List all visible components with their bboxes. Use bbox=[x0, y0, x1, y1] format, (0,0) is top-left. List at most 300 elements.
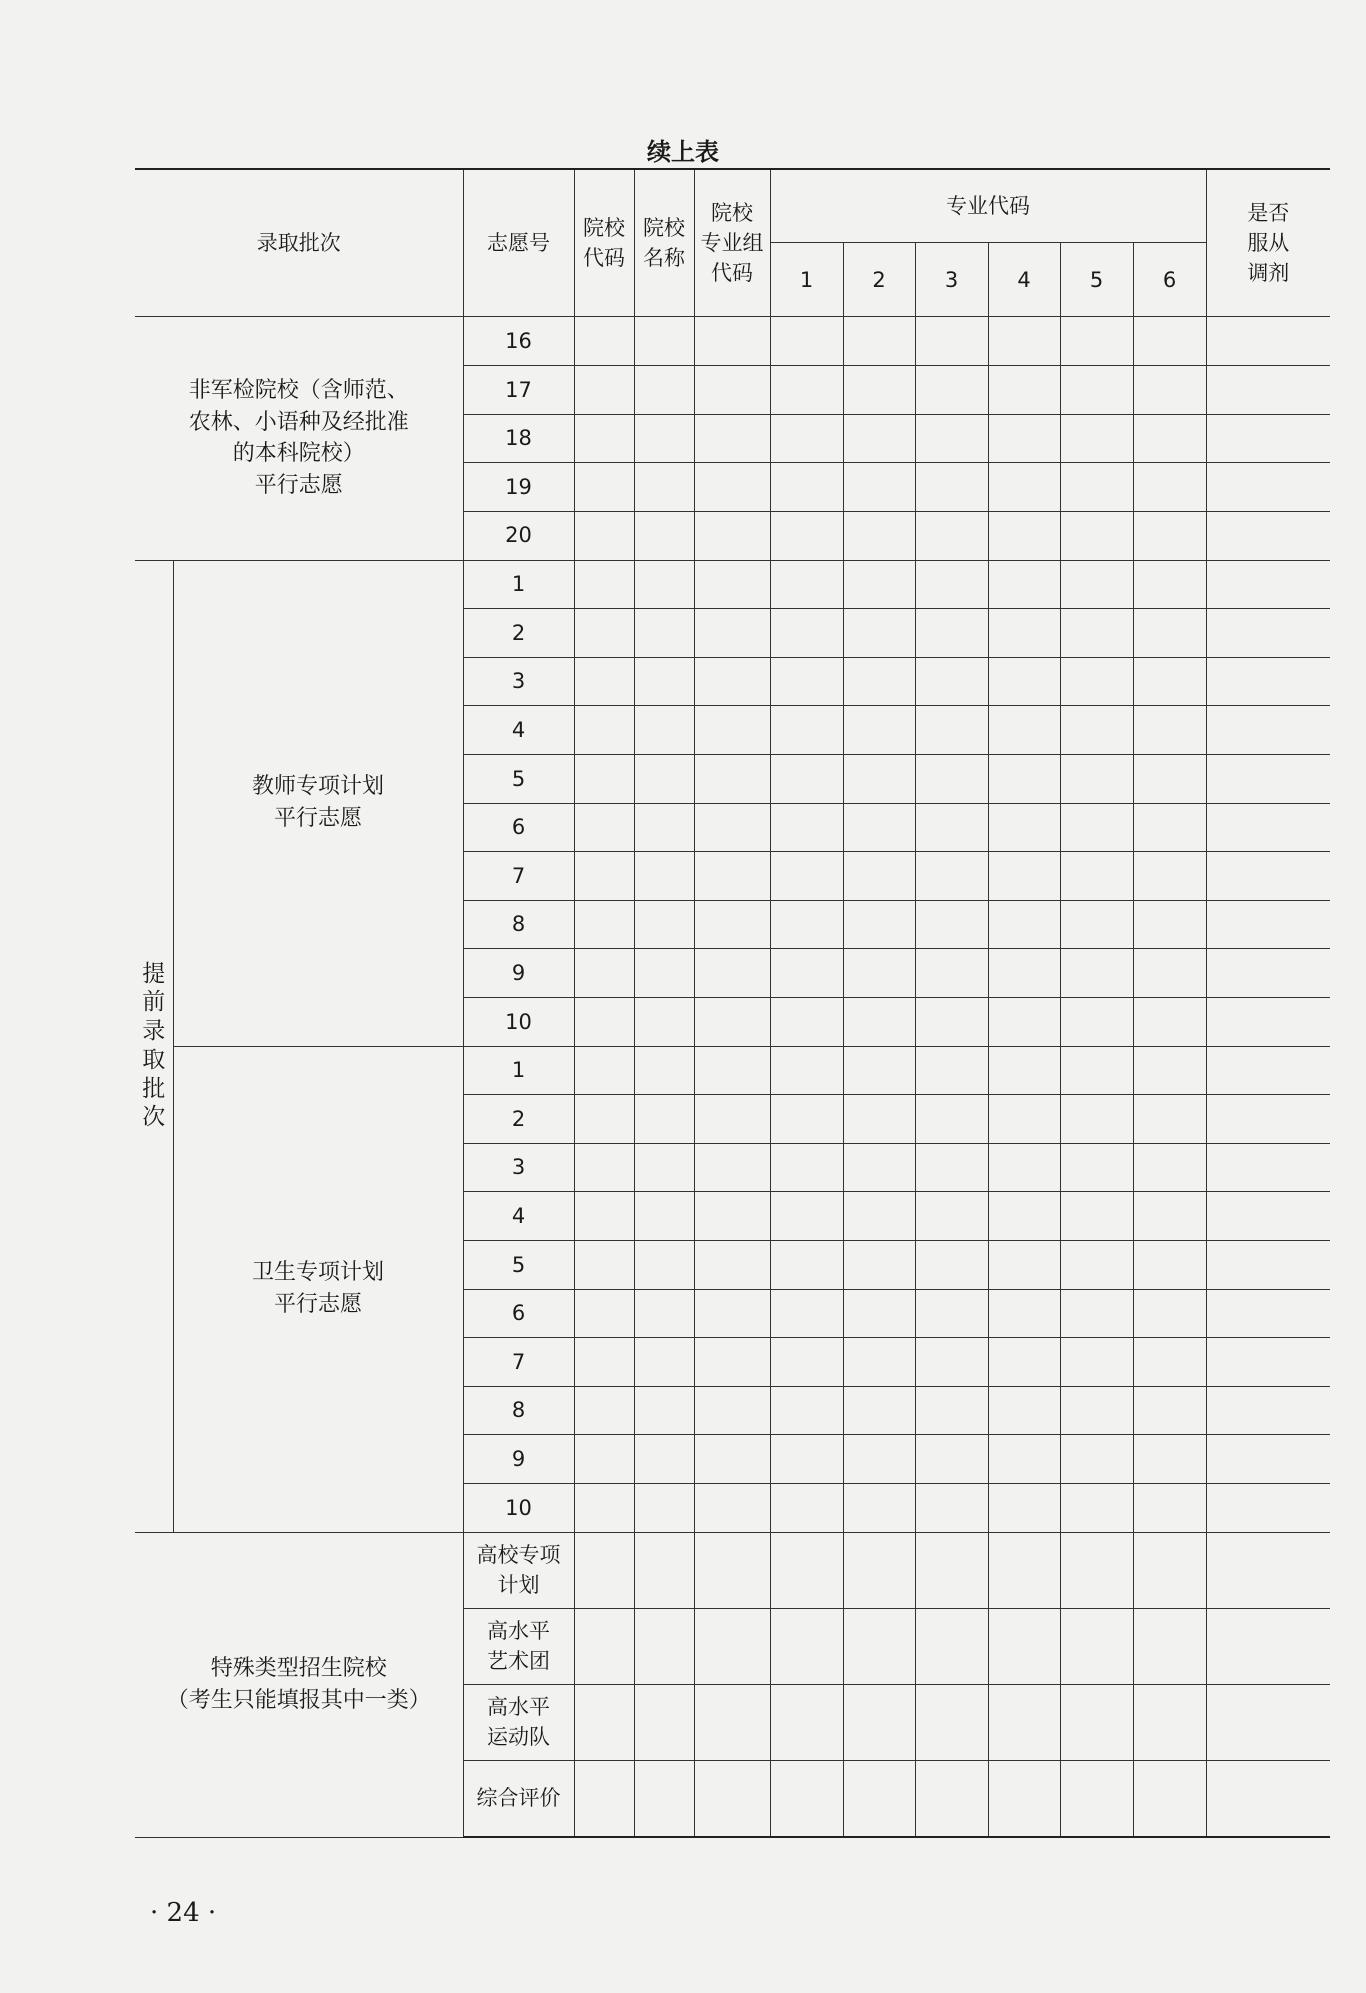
school-code-cell[interactable] bbox=[574, 511, 634, 560]
group-code-cell[interactable] bbox=[694, 1192, 770, 1241]
major-6-cell[interactable] bbox=[1133, 706, 1206, 755]
major-2-cell[interactable] bbox=[843, 1684, 915, 1760]
school-name-cell[interactable] bbox=[634, 560, 694, 609]
school-name-cell[interactable] bbox=[634, 1143, 694, 1192]
major-2-cell[interactable] bbox=[843, 706, 915, 755]
major-4-cell[interactable] bbox=[988, 414, 1060, 463]
header-wish-number: 志愿号 bbox=[463, 169, 574, 317]
group-code-cell[interactable] bbox=[694, 754, 770, 803]
group-code-cell[interactable] bbox=[694, 463, 770, 512]
major-2-cell[interactable] bbox=[843, 1532, 915, 1608]
major-6-cell[interactable] bbox=[1133, 609, 1206, 658]
major-6-cell[interactable] bbox=[1133, 949, 1206, 998]
adjust-cell[interactable] bbox=[1206, 1289, 1330, 1338]
school-code-cell[interactable] bbox=[574, 706, 634, 755]
adjust-cell[interactable] bbox=[1206, 1241, 1330, 1290]
major-3-cell[interactable] bbox=[915, 900, 988, 949]
school-name-cell[interactable] bbox=[634, 463, 694, 512]
major-6-cell[interactable] bbox=[1133, 1435, 1206, 1484]
major-5-cell[interactable] bbox=[1060, 900, 1133, 949]
major-2-cell[interactable] bbox=[843, 1046, 915, 1095]
major-1-cell[interactable] bbox=[770, 1435, 843, 1484]
school-code-cell[interactable] bbox=[574, 317, 634, 366]
major-6-cell[interactable] bbox=[1133, 1046, 1206, 1095]
major-4-cell[interactable] bbox=[988, 1241, 1060, 1290]
major-5-cell[interactable] bbox=[1060, 463, 1133, 512]
major-3-cell[interactable] bbox=[915, 852, 988, 901]
school-name-cell[interactable] bbox=[634, 1684, 694, 1760]
group-code-cell[interactable] bbox=[694, 852, 770, 901]
school-code-cell[interactable] bbox=[574, 803, 634, 852]
group-code-cell[interactable] bbox=[694, 1289, 770, 1338]
major-5-cell[interactable] bbox=[1060, 1760, 1133, 1837]
major-1-cell[interactable] bbox=[770, 609, 843, 658]
major-4-cell[interactable] bbox=[988, 1386, 1060, 1435]
major-1-cell[interactable] bbox=[770, 706, 843, 755]
group-code-cell[interactable] bbox=[694, 657, 770, 706]
major-5-cell[interactable] bbox=[1060, 706, 1133, 755]
header-major-col-3: 3 bbox=[915, 243, 988, 317]
major-3-cell[interactable] bbox=[915, 657, 988, 706]
major-3-cell[interactable] bbox=[915, 511, 988, 560]
school-code-cell[interactable] bbox=[574, 463, 634, 512]
school-code-cell[interactable] bbox=[574, 560, 634, 609]
major-5-cell[interactable] bbox=[1060, 1386, 1133, 1435]
adjust-cell[interactable] bbox=[1206, 1338, 1330, 1387]
wish-number: 8 bbox=[463, 1386, 574, 1435]
school-code-cell[interactable] bbox=[574, 1143, 634, 1192]
adjust-cell[interactable] bbox=[1206, 1046, 1330, 1095]
major-2-cell[interactable] bbox=[843, 803, 915, 852]
school-name-cell[interactable] bbox=[634, 1435, 694, 1484]
major-5-cell[interactable] bbox=[1060, 998, 1133, 1047]
major-6-cell[interactable] bbox=[1133, 366, 1206, 415]
major-3-cell[interactable] bbox=[915, 366, 988, 415]
major-4-cell[interactable] bbox=[988, 1532, 1060, 1608]
school-code-cell[interactable] bbox=[574, 1484, 634, 1533]
school-name-cell[interactable] bbox=[634, 414, 694, 463]
major-4-cell[interactable] bbox=[988, 852, 1060, 901]
header-major-col-1: 1 bbox=[770, 243, 843, 317]
major-5-cell[interactable] bbox=[1060, 1435, 1133, 1484]
major-2-cell[interactable] bbox=[843, 463, 915, 512]
major-4-cell[interactable] bbox=[988, 706, 1060, 755]
major-4-cell[interactable] bbox=[988, 803, 1060, 852]
major-6-cell[interactable] bbox=[1133, 414, 1206, 463]
major-3-cell[interactable] bbox=[915, 754, 988, 803]
school-name-cell[interactable] bbox=[634, 754, 694, 803]
major-4-cell[interactable] bbox=[988, 1608, 1060, 1684]
major-1-cell[interactable] bbox=[770, 1143, 843, 1192]
major-3-cell[interactable] bbox=[915, 1192, 988, 1241]
major-4-cell[interactable] bbox=[988, 511, 1060, 560]
major-6-cell[interactable] bbox=[1133, 1484, 1206, 1533]
major-6-cell[interactable] bbox=[1133, 1143, 1206, 1192]
major-2-cell[interactable] bbox=[843, 414, 915, 463]
adjust-cell[interactable] bbox=[1206, 706, 1330, 755]
school-code-cell[interactable] bbox=[574, 1241, 634, 1290]
wish-number: 9 bbox=[463, 949, 574, 998]
adjust-cell[interactable] bbox=[1206, 1143, 1330, 1192]
school-name-cell[interactable] bbox=[634, 1760, 694, 1837]
group-code-cell[interactable] bbox=[694, 1760, 770, 1837]
adjust-cell[interactable] bbox=[1206, 1192, 1330, 1241]
major-3-cell[interactable] bbox=[915, 998, 988, 1047]
school-code-cell[interactable] bbox=[574, 657, 634, 706]
major-1-cell[interactable] bbox=[770, 1484, 843, 1533]
major-6-cell[interactable] bbox=[1133, 1532, 1206, 1608]
major-1-cell[interactable] bbox=[770, 1241, 843, 1290]
group-code-cell[interactable] bbox=[694, 1095, 770, 1144]
major-3-cell[interactable] bbox=[915, 1484, 988, 1533]
adjust-cell[interactable] bbox=[1206, 414, 1330, 463]
major-6-cell[interactable] bbox=[1133, 657, 1206, 706]
school-code-cell[interactable] bbox=[574, 609, 634, 658]
major-6-cell[interactable] bbox=[1133, 1095, 1206, 1144]
major-6-cell[interactable] bbox=[1133, 1386, 1206, 1435]
major-6-cell[interactable] bbox=[1133, 511, 1206, 560]
major-1-cell[interactable] bbox=[770, 511, 843, 560]
major-1-cell[interactable] bbox=[770, 317, 843, 366]
adjust-cell[interactable] bbox=[1206, 754, 1330, 803]
group-code-cell[interactable] bbox=[694, 1241, 770, 1290]
group-code-cell[interactable] bbox=[694, 1608, 770, 1684]
major-1-cell[interactable] bbox=[770, 900, 843, 949]
school-code-cell[interactable] bbox=[574, 754, 634, 803]
school-name-cell[interactable] bbox=[634, 706, 694, 755]
school-code-cell[interactable] bbox=[574, 900, 634, 949]
major-3-cell[interactable] bbox=[915, 560, 988, 609]
major-5-cell[interactable] bbox=[1060, 317, 1133, 366]
school-name-cell[interactable] bbox=[634, 1095, 694, 1144]
major-4-cell[interactable] bbox=[988, 657, 1060, 706]
major-5-cell[interactable] bbox=[1060, 560, 1133, 609]
major-3-cell[interactable] bbox=[915, 609, 988, 658]
header-adjust: 是否 服从 调剂 bbox=[1206, 169, 1330, 317]
major-3-cell[interactable] bbox=[915, 1684, 988, 1760]
major-5-cell[interactable] bbox=[1060, 852, 1133, 901]
adjust-cell[interactable] bbox=[1206, 1484, 1330, 1533]
group-code-cell[interactable] bbox=[694, 900, 770, 949]
major-1-cell[interactable] bbox=[770, 949, 843, 998]
major-5-cell[interactable] bbox=[1060, 511, 1133, 560]
major-1-cell[interactable] bbox=[770, 366, 843, 415]
major-1-cell[interactable] bbox=[770, 1608, 843, 1684]
adjust-cell[interactable] bbox=[1206, 998, 1330, 1047]
school-code-cell[interactable] bbox=[574, 1386, 634, 1435]
school-code-cell[interactable] bbox=[574, 949, 634, 998]
major-2-cell[interactable] bbox=[843, 1386, 915, 1435]
major-3-cell[interactable] bbox=[915, 414, 988, 463]
major-5-cell[interactable] bbox=[1060, 1143, 1133, 1192]
major-6-cell[interactable] bbox=[1133, 1241, 1206, 1290]
major-5-cell[interactable] bbox=[1060, 1241, 1133, 1290]
major-4-cell[interactable] bbox=[988, 366, 1060, 415]
major-3-cell[interactable] bbox=[915, 317, 988, 366]
group-code-cell[interactable] bbox=[694, 609, 770, 658]
major-5-cell[interactable] bbox=[1060, 1095, 1133, 1144]
adjust-cell[interactable] bbox=[1206, 1435, 1330, 1484]
major-6-cell[interactable] bbox=[1133, 852, 1206, 901]
major-5-cell[interactable] bbox=[1060, 1289, 1133, 1338]
major-2-cell[interactable] bbox=[843, 1484, 915, 1533]
group-code-cell[interactable] bbox=[694, 1484, 770, 1533]
major-3-cell[interactable] bbox=[915, 1241, 988, 1290]
major-4-cell[interactable] bbox=[988, 1289, 1060, 1338]
group-code-cell[interactable] bbox=[694, 317, 770, 366]
adjust-cell[interactable] bbox=[1206, 366, 1330, 415]
major-2-cell[interactable] bbox=[843, 609, 915, 658]
school-name-cell[interactable] bbox=[634, 657, 694, 706]
adjust-cell[interactable] bbox=[1206, 1386, 1330, 1435]
major-2-cell[interactable] bbox=[843, 317, 915, 366]
batch-label-2: 卫生专项计划 平行志愿 bbox=[173, 1046, 463, 1532]
group-code-cell[interactable] bbox=[694, 706, 770, 755]
group-code-cell[interactable] bbox=[694, 1386, 770, 1435]
group-code-cell[interactable] bbox=[694, 414, 770, 463]
major-1-cell[interactable] bbox=[770, 560, 843, 609]
school-code-cell[interactable] bbox=[574, 1192, 634, 1241]
adjust-cell[interactable] bbox=[1206, 1532, 1330, 1608]
adjust-cell[interactable] bbox=[1206, 1095, 1330, 1144]
adjust-cell[interactable] bbox=[1206, 463, 1330, 512]
major-1-cell[interactable] bbox=[770, 803, 843, 852]
group-code-cell[interactable] bbox=[694, 949, 770, 998]
major-5-cell[interactable] bbox=[1060, 1192, 1133, 1241]
major-3-cell[interactable] bbox=[915, 1386, 988, 1435]
major-5-cell[interactable] bbox=[1060, 1608, 1133, 1684]
major-3-cell[interactable] bbox=[915, 1532, 988, 1608]
major-2-cell[interactable] bbox=[843, 1192, 915, 1241]
major-5-cell[interactable] bbox=[1060, 803, 1133, 852]
major-6-cell[interactable] bbox=[1133, 803, 1206, 852]
major-3-cell[interactable] bbox=[915, 1608, 988, 1684]
school-code-cell[interactable] bbox=[574, 1435, 634, 1484]
major-3-cell[interactable] bbox=[915, 706, 988, 755]
major-2-cell[interactable] bbox=[843, 657, 915, 706]
major-5-cell[interactable] bbox=[1060, 949, 1133, 998]
major-2-cell[interactable] bbox=[843, 852, 915, 901]
school-code-cell[interactable] bbox=[574, 414, 634, 463]
adjust-cell[interactable] bbox=[1206, 560, 1330, 609]
major-4-cell[interactable] bbox=[988, 1760, 1060, 1837]
major-4-cell[interactable] bbox=[988, 1192, 1060, 1241]
major-2-cell[interactable] bbox=[843, 1095, 915, 1144]
major-1-cell[interactable] bbox=[770, 852, 843, 901]
major-5-cell[interactable] bbox=[1060, 1532, 1133, 1608]
major-5-cell[interactable] bbox=[1060, 366, 1133, 415]
group-code-cell[interactable] bbox=[694, 803, 770, 852]
major-2-cell[interactable] bbox=[843, 949, 915, 998]
group-code-cell[interactable] bbox=[694, 560, 770, 609]
major-6-cell[interactable] bbox=[1133, 1192, 1206, 1241]
school-code-cell[interactable] bbox=[574, 1338, 634, 1387]
major-2-cell[interactable] bbox=[843, 1435, 915, 1484]
major-6-cell[interactable] bbox=[1133, 754, 1206, 803]
school-name-cell[interactable] bbox=[634, 803, 694, 852]
group-code-cell[interactable] bbox=[694, 1338, 770, 1387]
major-5-cell[interactable] bbox=[1060, 657, 1133, 706]
major-3-cell[interactable] bbox=[915, 949, 988, 998]
major-3-cell[interactable] bbox=[915, 1095, 988, 1144]
major-2-cell[interactable] bbox=[843, 998, 915, 1047]
adjust-cell[interactable] bbox=[1206, 852, 1330, 901]
major-3-cell[interactable] bbox=[915, 1760, 988, 1837]
major-4-cell[interactable] bbox=[988, 463, 1060, 512]
major-1-cell[interactable] bbox=[770, 1386, 843, 1435]
group-code-cell[interactable] bbox=[694, 1532, 770, 1608]
school-name-cell[interactable] bbox=[634, 1532, 694, 1608]
major-2-cell[interactable] bbox=[843, 366, 915, 415]
major-1-cell[interactable] bbox=[770, 1192, 843, 1241]
school-name-cell[interactable] bbox=[634, 1046, 694, 1095]
major-4-cell[interactable] bbox=[988, 998, 1060, 1047]
group-code-cell[interactable] bbox=[694, 1143, 770, 1192]
school-name-cell[interactable] bbox=[634, 609, 694, 658]
adjust-cell[interactable] bbox=[1206, 317, 1330, 366]
group-code-cell[interactable] bbox=[694, 366, 770, 415]
major-4-cell[interactable] bbox=[988, 1095, 1060, 1144]
major-5-cell[interactable] bbox=[1060, 1046, 1133, 1095]
major-3-cell[interactable] bbox=[915, 1338, 988, 1387]
major-4-cell[interactable] bbox=[988, 1338, 1060, 1387]
major-6-cell[interactable] bbox=[1133, 900, 1206, 949]
major-1-cell[interactable] bbox=[770, 463, 843, 512]
adjust-cell[interactable] bbox=[1206, 949, 1330, 998]
school-name-cell[interactable] bbox=[634, 1608, 694, 1684]
major-4-cell[interactable] bbox=[988, 1143, 1060, 1192]
school-name-cell[interactable] bbox=[634, 1386, 694, 1435]
school-code-cell[interactable] bbox=[574, 1760, 634, 1837]
school-name-cell[interactable] bbox=[634, 998, 694, 1047]
school-code-cell[interactable] bbox=[574, 1289, 634, 1338]
adjust-cell[interactable] bbox=[1206, 511, 1330, 560]
major-1-cell[interactable] bbox=[770, 998, 843, 1047]
school-name-cell[interactable] bbox=[634, 900, 694, 949]
wish-number: 8 bbox=[463, 900, 574, 949]
major-1-cell[interactable] bbox=[770, 1046, 843, 1095]
major-6-cell[interactable] bbox=[1133, 998, 1206, 1047]
major-1-cell[interactable] bbox=[770, 1684, 843, 1760]
major-2-cell[interactable] bbox=[843, 1760, 915, 1837]
major-6-cell[interactable] bbox=[1133, 1338, 1206, 1387]
adjust-cell[interactable] bbox=[1206, 609, 1330, 658]
school-name-cell[interactable] bbox=[634, 317, 694, 366]
school-name-cell[interactable] bbox=[634, 1338, 694, 1387]
major-5-cell[interactable] bbox=[1060, 609, 1133, 658]
major-5-cell[interactable] bbox=[1060, 1338, 1133, 1387]
major-4-cell[interactable] bbox=[988, 1484, 1060, 1533]
major-4-cell[interactable] bbox=[988, 1684, 1060, 1760]
major-1-cell[interactable] bbox=[770, 1095, 843, 1144]
major-6-cell[interactable] bbox=[1133, 1760, 1206, 1837]
adjust-cell[interactable] bbox=[1206, 1760, 1330, 1837]
school-name-cell[interactable] bbox=[634, 949, 694, 998]
major-4-cell[interactable] bbox=[988, 949, 1060, 998]
major-2-cell[interactable] bbox=[843, 754, 915, 803]
major-6-cell[interactable] bbox=[1133, 1289, 1206, 1338]
major-5-cell[interactable] bbox=[1060, 754, 1133, 803]
major-2-cell[interactable] bbox=[843, 511, 915, 560]
major-3-cell[interactable] bbox=[915, 463, 988, 512]
major-2-cell[interactable] bbox=[843, 1608, 915, 1684]
major-2-cell[interactable] bbox=[843, 1289, 915, 1338]
major-4-cell[interactable] bbox=[988, 754, 1060, 803]
major-1-cell[interactable] bbox=[770, 1532, 843, 1608]
school-code-cell[interactable] bbox=[574, 1532, 634, 1608]
major-3-cell[interactable] bbox=[915, 803, 988, 852]
major-4-cell[interactable] bbox=[988, 900, 1060, 949]
major-4-cell[interactable] bbox=[988, 609, 1060, 658]
school-code-cell[interactable] bbox=[574, 1684, 634, 1760]
major-6-cell[interactable] bbox=[1133, 1684, 1206, 1760]
adjust-cell[interactable] bbox=[1206, 1684, 1330, 1760]
school-code-cell[interactable] bbox=[574, 1095, 634, 1144]
major-1-cell[interactable] bbox=[770, 1289, 843, 1338]
school-code-cell[interactable] bbox=[574, 366, 634, 415]
major-5-cell[interactable] bbox=[1060, 1484, 1133, 1533]
major-6-cell[interactable] bbox=[1133, 1608, 1206, 1684]
major-5-cell[interactable] bbox=[1060, 414, 1133, 463]
major-4-cell[interactable] bbox=[988, 1046, 1060, 1095]
school-name-cell[interactable] bbox=[634, 1241, 694, 1290]
school-code-cell[interactable] bbox=[574, 998, 634, 1047]
major-3-cell[interactable] bbox=[915, 1435, 988, 1484]
school-code-cell[interactable] bbox=[574, 852, 634, 901]
major-3-cell[interactable] bbox=[915, 1143, 988, 1192]
major-6-cell[interactable] bbox=[1133, 317, 1206, 366]
group-code-cell[interactable] bbox=[694, 998, 770, 1047]
school-name-cell[interactable] bbox=[634, 511, 694, 560]
major-1-cell[interactable] bbox=[770, 1760, 843, 1837]
major-1-cell[interactable] bbox=[770, 657, 843, 706]
adjust-cell[interactable] bbox=[1206, 803, 1330, 852]
major-3-cell[interactable] bbox=[915, 1289, 988, 1338]
major-2-cell[interactable] bbox=[843, 900, 915, 949]
school-name-cell[interactable] bbox=[634, 1484, 694, 1533]
major-3-cell[interactable] bbox=[915, 1046, 988, 1095]
group-code-cell[interactable] bbox=[694, 1684, 770, 1760]
major-1-cell[interactable] bbox=[770, 1338, 843, 1387]
major-6-cell[interactable] bbox=[1133, 560, 1206, 609]
major-2-cell[interactable] bbox=[843, 560, 915, 609]
major-4-cell[interactable] bbox=[988, 1435, 1060, 1484]
major-1-cell[interactable] bbox=[770, 414, 843, 463]
group-code-cell[interactable] bbox=[694, 1435, 770, 1484]
school-name-cell[interactable] bbox=[634, 1192, 694, 1241]
major-1-cell[interactable] bbox=[770, 754, 843, 803]
school-name-cell[interactable] bbox=[634, 852, 694, 901]
school-code-cell[interactable] bbox=[574, 1608, 634, 1684]
major-4-cell[interactable] bbox=[988, 560, 1060, 609]
school-name-cell[interactable] bbox=[634, 1289, 694, 1338]
adjust-cell[interactable] bbox=[1206, 1608, 1330, 1684]
early-batch-text: 提 前 录 取 批 次 bbox=[142, 960, 166, 1131]
group-code-cell[interactable] bbox=[694, 511, 770, 560]
major-5-cell[interactable] bbox=[1060, 1684, 1133, 1760]
major-4-cell[interactable] bbox=[988, 317, 1060, 366]
school-code-cell[interactable] bbox=[574, 1046, 634, 1095]
major-2-cell[interactable] bbox=[843, 1338, 915, 1387]
group-code-cell[interactable] bbox=[694, 1046, 770, 1095]
major-2-cell[interactable] bbox=[843, 1143, 915, 1192]
major-2-cell[interactable] bbox=[843, 1241, 915, 1290]
major-6-cell[interactable] bbox=[1133, 463, 1206, 512]
school-name-cell[interactable] bbox=[634, 366, 694, 415]
wish-number: 7 bbox=[463, 852, 574, 901]
adjust-cell[interactable] bbox=[1206, 900, 1330, 949]
adjust-cell[interactable] bbox=[1206, 657, 1330, 706]
